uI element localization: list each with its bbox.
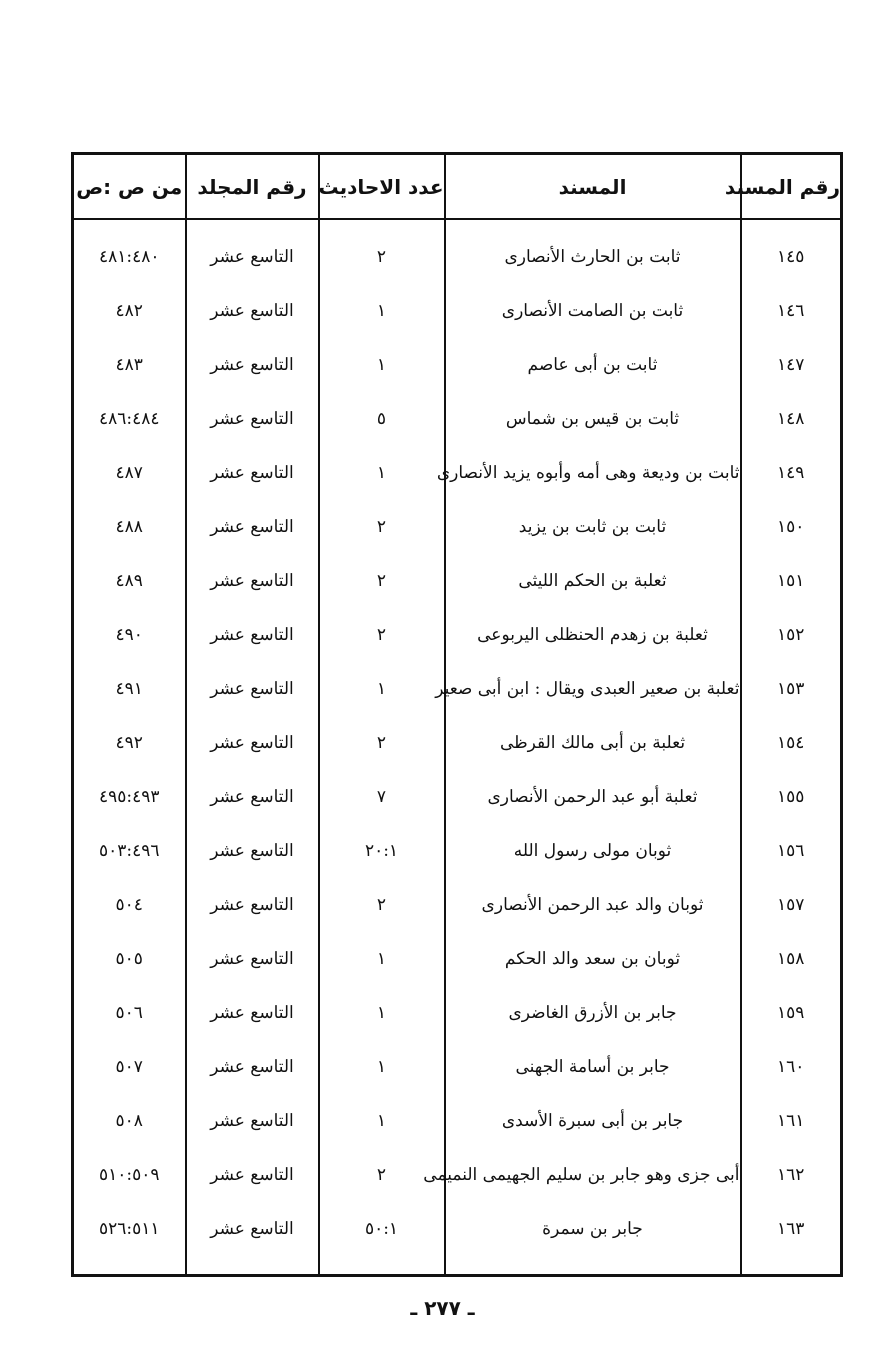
musnad-number-cell: ١٦٣	[741, 1202, 842, 1256]
empty-cell	[445, 1256, 741, 1276]
header-musnad-number: رقم المسند	[741, 154, 842, 220]
volume-cell: التاسع عشر	[186, 770, 319, 824]
musnad-number-cell: ١٥٦	[741, 824, 842, 878]
page-number: ـ ٢٧٧ ـ	[410, 1296, 475, 1320]
table-row	[73, 878, 842, 932]
pages-cell: ٤٨٨	[73, 500, 186, 554]
table-row	[73, 932, 842, 986]
table-row	[73, 1202, 842, 1256]
hadith-count-cell: ٧	[319, 770, 445, 824]
pages-cell: ٤٨٦:٤٨٤	[73, 392, 186, 446]
musnad-number-cell: ١٥٨	[741, 932, 842, 986]
table-row	[73, 824, 842, 878]
hadith-count-cell: ١	[319, 662, 445, 716]
volume-cell: التاسع عشر	[186, 1040, 319, 1094]
volume-cell: التاسع عشر	[186, 986, 319, 1040]
hadith-count-cell: ٥٠:١	[319, 1202, 445, 1256]
table-row	[73, 284, 842, 338]
pages-cell: ٥٠٣:٤٩٦	[73, 824, 186, 878]
volume-cell: التاسع عشر	[186, 1094, 319, 1148]
hadith-count-cell: ٢	[319, 878, 445, 932]
table-body	[73, 219, 842, 1276]
pages-cell: ٥٠٦	[73, 986, 186, 1040]
header-musnad: المسند	[445, 154, 741, 220]
musnad-name-cell: جابر بن أبى سبرة الأسدى	[445, 1094, 741, 1148]
musnad-name-cell: ثوبان بن سعد والد الحكم	[445, 932, 741, 986]
pages-cell: ٤٩٥:٤٩٣	[73, 770, 186, 824]
hadith-count-cell: ١	[319, 932, 445, 986]
musnad-number-cell: ١٦١	[741, 1094, 842, 1148]
musnad-number-cell: ١٥٢	[741, 608, 842, 662]
table-header-row	[73, 154, 842, 220]
musnad-number-cell: ١٤٥	[741, 219, 842, 284]
musnad-name-cell: ثابت بن قيس بن شماس	[445, 392, 741, 446]
pages-cell: ٥٠٥	[73, 932, 186, 986]
empty-cell	[73, 1256, 186, 1276]
header-volume: رقم المجلد	[186, 154, 319, 220]
hadith-count-cell: ٥	[319, 392, 445, 446]
volume-cell: التاسع عشر	[186, 500, 319, 554]
table-row	[73, 662, 842, 716]
empty-cell	[741, 1256, 842, 1276]
pages-cell: ٤٩٢	[73, 716, 186, 770]
musnad-index-table	[71, 152, 843, 1277]
header-hadith-count: عدد الاحاديث	[319, 154, 445, 220]
pages-cell: ٥٠٤	[73, 878, 186, 932]
table-row	[73, 1148, 842, 1202]
table-row	[73, 770, 842, 824]
musnad-number-cell: ١٤٧	[741, 338, 842, 392]
pages-cell: ٤٩٠	[73, 608, 186, 662]
table-spacer-row	[73, 1256, 842, 1276]
volume-cell: التاسع عشر	[186, 608, 319, 662]
musnad-name-cell: ثابت بن ثابت بن يزيد	[445, 500, 741, 554]
table-row	[73, 446, 842, 500]
table-row	[73, 1040, 842, 1094]
hadith-count-cell: ٢	[319, 1148, 445, 1202]
musnad-name-cell: ثابت بن الصامت الأنصارى	[445, 284, 741, 338]
header-pages: من ص :ص	[73, 154, 186, 220]
musnad-name-cell: جابر بن الأزرق الغاضرى	[445, 986, 741, 1040]
pages-cell: ٤٨٧	[73, 446, 186, 500]
table-row	[73, 554, 842, 608]
hadith-count-cell: ٢	[319, 500, 445, 554]
volume-cell: التاسع عشر	[186, 284, 319, 338]
musnad-name-cell: ثابت بن أبى عاصم	[445, 338, 741, 392]
musnad-name-cell: جابر بن سمرة	[445, 1202, 741, 1256]
pages-cell: ٤٨٢	[73, 284, 186, 338]
empty-cell	[319, 1256, 445, 1276]
volume-cell: التاسع عشر	[186, 1148, 319, 1202]
table-row	[73, 716, 842, 770]
musnad-number-cell: ١٤٨	[741, 392, 842, 446]
musnad-name-cell: ثوبان مولى رسول الله	[445, 824, 741, 878]
volume-cell: التاسع عشر	[186, 446, 319, 500]
hadith-count-cell: ١	[319, 1040, 445, 1094]
musnad-number-cell: ١٥٧	[741, 878, 842, 932]
volume-cell: التاسع عشر	[186, 392, 319, 446]
pages-cell: ٥٠٧	[73, 1040, 186, 1094]
volume-cell: التاسع عشر	[186, 824, 319, 878]
volume-cell: التاسع عشر	[186, 878, 319, 932]
musnad-name-cell: ثوبان والد عبد الرحمن الأنصارى	[445, 878, 741, 932]
empty-cell	[186, 1256, 319, 1276]
volume-cell: التاسع عشر	[186, 662, 319, 716]
musnad-number-cell: ١٦٠	[741, 1040, 842, 1094]
musnad-name-cell: ثعلبة بن أبى مالك القرظى	[445, 716, 741, 770]
table-row	[73, 219, 842, 284]
musnad-number-cell: ١٥٩	[741, 986, 842, 1040]
pages-cell: ٤٨١:٤٨٠	[73, 219, 186, 284]
pages-cell: ٤٩١	[73, 662, 186, 716]
pages-cell: ٤٨٣	[73, 338, 186, 392]
pages-cell: ٥٠٨	[73, 1094, 186, 1148]
table-row	[73, 392, 842, 446]
hadith-count-cell: ١	[319, 986, 445, 1040]
musnad-number-cell: ١٤٩	[741, 446, 842, 500]
pages-cell: ٥٢٦:٥١١	[73, 1202, 186, 1256]
hadith-count-cell: ٢	[319, 716, 445, 770]
pages-cell: ٤٨٩	[73, 554, 186, 608]
musnad-number-cell: ١٥٥	[741, 770, 842, 824]
musnad-name-cell: ثعلبة أبو عبد الرحمن الأنصارى	[445, 770, 741, 824]
pages-cell: ٥١٠:٥٠٩	[73, 1148, 186, 1202]
musnad-name-cell: ثابت بن وديعة وهى أمه وأبوه يزيد الأنصارى	[445, 446, 741, 500]
hadith-count-cell: ٢	[319, 608, 445, 662]
musnad-number-cell: ١٥٠	[741, 500, 842, 554]
volume-cell: التاسع عشر	[186, 716, 319, 770]
musnad-number-cell: ١٦٢	[741, 1148, 842, 1202]
hadith-count-cell: ٢٠:١	[319, 824, 445, 878]
table-row	[73, 1094, 842, 1148]
hadith-count-cell: ٢	[319, 219, 445, 284]
hadith-count-cell: ١	[319, 446, 445, 500]
table-row	[73, 986, 842, 1040]
musnad-number-cell: ١٥٤	[741, 716, 842, 770]
volume-cell: التاسع عشر	[186, 932, 319, 986]
volume-cell: التاسع عشر	[186, 219, 319, 284]
musnad-name-cell: جابر بن أسامة الجهنى	[445, 1040, 741, 1094]
volume-cell: التاسع عشر	[186, 554, 319, 608]
table-row	[73, 338, 842, 392]
hadith-count-cell: ١	[319, 1094, 445, 1148]
hadith-count-cell: ٢	[319, 554, 445, 608]
musnad-name-cell: ثعلبة بن صعير العبدى ويقال : ابن أبى صعير	[445, 662, 741, 716]
musnad-name-cell: ثعلبة بن زهدم الحنظلى اليربوعى	[445, 608, 741, 662]
musnad-name-cell: ثابت بن الحارث الأنصارى	[445, 219, 741, 284]
hadith-count-cell: ١	[319, 284, 445, 338]
musnad-number-cell: ١٤٦	[741, 284, 842, 338]
volume-cell: التاسع عشر	[186, 1202, 319, 1256]
musnad-name-cell: أبى جزى وهو جابر بن سليم الجهيمى النميمى	[445, 1148, 741, 1202]
table-row	[73, 500, 842, 554]
musnad-name-cell: ثعلبة بن الحكم الليثى	[445, 554, 741, 608]
musnad-number-cell: ١٥٣	[741, 662, 842, 716]
musnad-number-cell: ١٥١	[741, 554, 842, 608]
volume-cell: التاسع عشر	[186, 338, 319, 392]
hadith-count-cell: ١	[319, 338, 445, 392]
table-row	[73, 608, 842, 662]
